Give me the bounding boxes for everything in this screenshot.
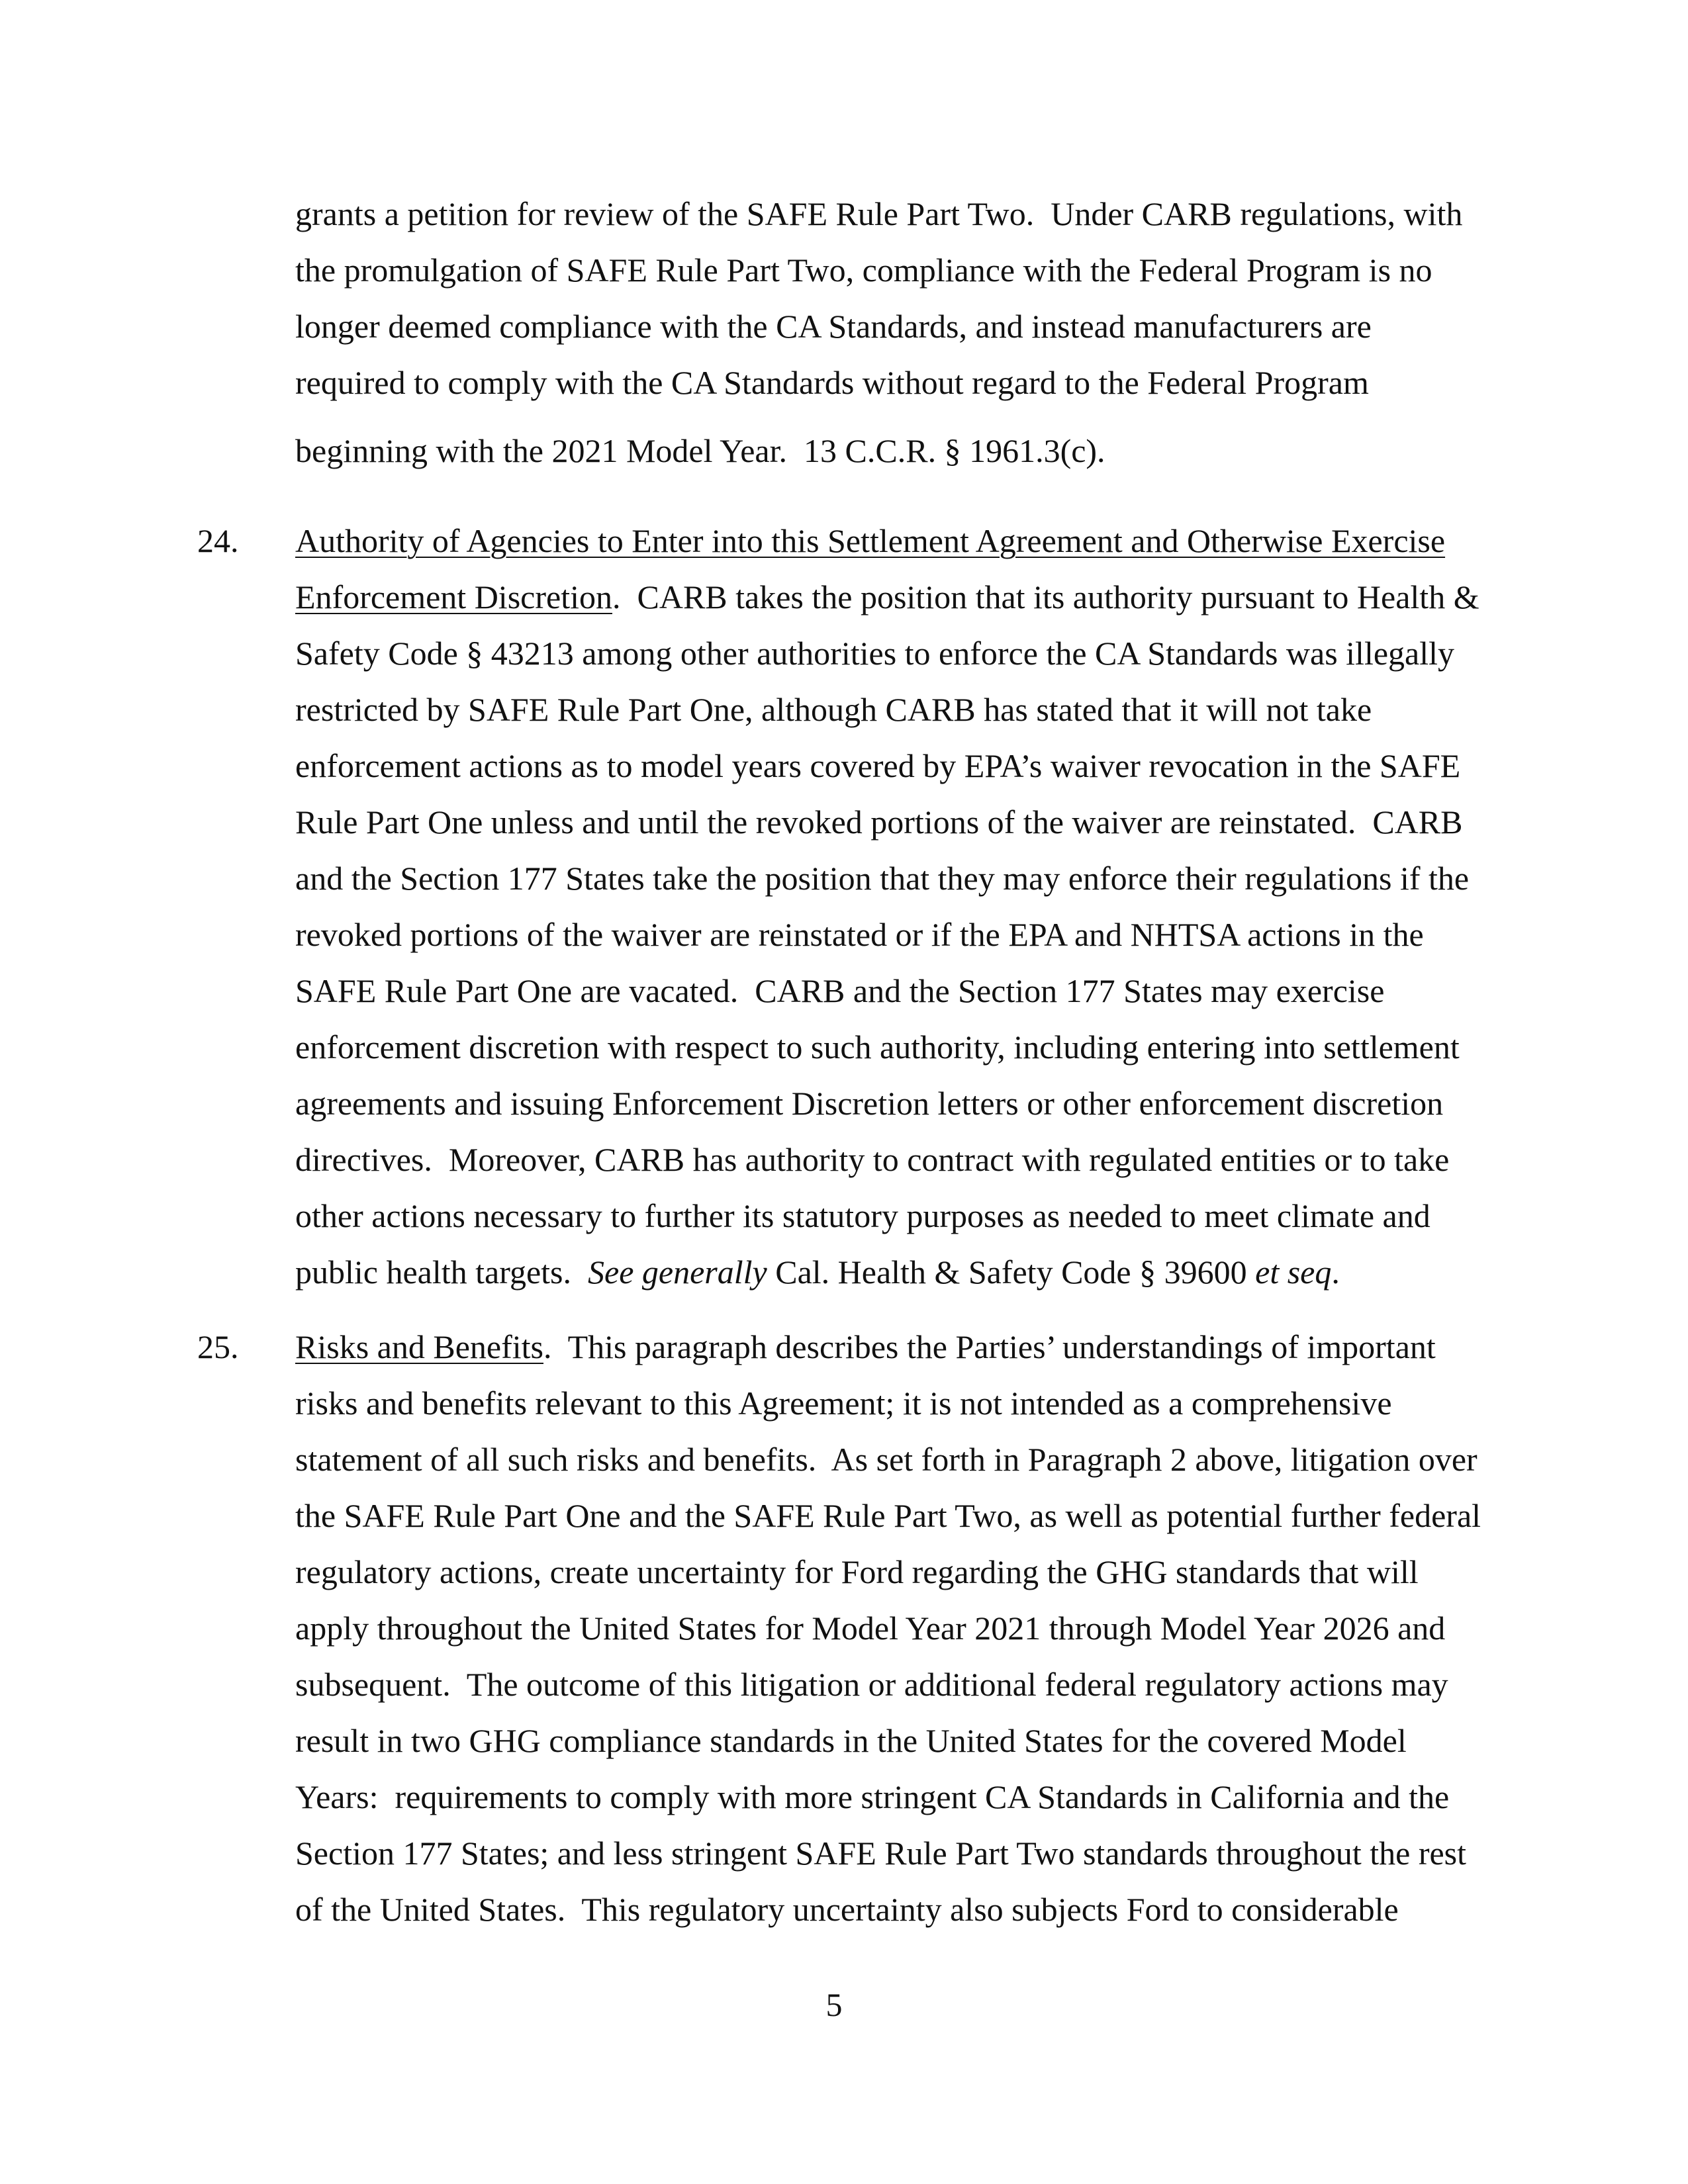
text-run: Rule Part One unless and until the revoked portions of the waiver are reinstated. CARB [295, 803, 1463, 841]
text-run: apply throughout the United States for Model Year 2021 through Model Year 2026 and [295, 1610, 1446, 1647]
text-run: . [1331, 1253, 1340, 1291]
text-line [295, 1432, 1526, 1488]
text-line [295, 1188, 1526, 1244]
text-line [295, 1544, 1526, 1600]
text-run: . This paragraph describes the Parties’ understandings of important [543, 1328, 1436, 1365]
text-run: restricted by SAFE Rule Part One, although CARB has stated that it will not take [295, 691, 1372, 728]
text-run: result in two GHG compliance standards in the United States for the covered Model [295, 1722, 1407, 1759]
text-line [295, 850, 1526, 907]
text-line [295, 298, 1526, 355]
text-run: Years: requirements to comply with more stringent CA Standards in California and the [295, 1778, 1450, 1815]
italic-text: See generally [588, 1253, 767, 1291]
text-run: regulatory actions, create uncertainty for Ford regarding the GHG standards that will [295, 1553, 1419, 1590]
text-run: beginning with the 2021 Model Year. 13 C.C.R. § 1961.3(c). [295, 432, 1105, 469]
text-line [295, 625, 1526, 682]
text-run: the SAFE Rule Part One and the SAFE Rule Part Two, as well as potential further federal [295, 1497, 1481, 1534]
text-run: statement of all such risks and benefits. As set forth in Paragraph 2 above, litigation over [295, 1441, 1477, 1478]
text-run: of the United States. This regulatory uncertainty also subjects Ford to considerable [295, 1891, 1399, 1928]
text-line [295, 1882, 1526, 1938]
text-line [295, 513, 1526, 569]
paragraph-24 [197, 513, 1526, 1300]
text-line [295, 1019, 1526, 1075]
text-line [295, 738, 1526, 794]
text-line [295, 1075, 1526, 1132]
text-run: Safety Code § 43213 among other authorities to enforce the CA Standards was illegally [295, 635, 1455, 672]
text-run: risks and benefits relevant to this Agreement; it is not intended as a comprehensive [295, 1385, 1392, 1422]
text-run: . CARB takes the position that its authority pursuant to Health & [612, 578, 1479, 615]
text-line [295, 1713, 1526, 1769]
page-number: 5 [825, 1986, 843, 2023]
underlined-heading: Risks and Benefits [295, 1328, 543, 1365]
text-line [295, 682, 1526, 738]
text-line [295, 1825, 1526, 1882]
text-run: the promulgation of SAFE Rule Part Two, compliance with the Federal Program is no [295, 251, 1432, 289]
paragraph-number: 24. [197, 522, 239, 559]
text-line [295, 1769, 1526, 1825]
text-line [295, 963, 1526, 1019]
text-line [295, 1319, 1526, 1375]
text-run: other actions necessary to further its statutory purposes as needed to meet climate and [295, 1197, 1430, 1234]
text-run: Section 177 States; and less stringent SAFE Rule Part Two standards throughout the rest [295, 1835, 1467, 1872]
text-line [295, 1657, 1526, 1713]
text-line [295, 1488, 1526, 1544]
text-run: grants a petition for review of the SAFE Rule Part Two. Under CARB regulations, with [295, 195, 1463, 232]
underlined-heading: Authority of Agencies to Enter into this Settlement Agreement and Otherwise Exercise [295, 522, 1446, 559]
text-line [295, 794, 1526, 850]
text-line [295, 907, 1526, 963]
text-line [295, 1244, 1526, 1300]
text-run: public health targets. [295, 1253, 588, 1291]
text-line [295, 355, 1526, 411]
text-run: subsequent. The outcome of this litigation or additional federal regulatory actions may [295, 1666, 1448, 1703]
text-run: enforcement discretion with respect to such authority, including entering into settlement [295, 1028, 1460, 1066]
text-run: directives. Moreover, CARB has authority to contract with regulated entities or to take [295, 1141, 1450, 1178]
text-run: longer deemed compliance with the CA Standards, and instead manufacturers are [295, 308, 1372, 345]
text-run: Cal. Health & Safety Code § 39600 [767, 1253, 1256, 1291]
text-line [295, 423, 1526, 479]
text-line [295, 1375, 1526, 1432]
text-run: and the Section 177 States take the position that they may enforce their regulations if the [295, 860, 1470, 897]
paragraph-body [295, 1319, 1526, 1938]
text-line [295, 1132, 1526, 1188]
text-line [295, 569, 1526, 625]
text-run: revoked portions of the waiver are reinstated or if the EPA and NHTSA actions in the [295, 916, 1424, 953]
text-run: required to comply with the CA Standards without regard to the Federal Program [295, 364, 1369, 401]
text-line [295, 1600, 1526, 1657]
paragraph-25 [197, 1319, 1526, 1938]
continued-paragraph [295, 186, 1526, 479]
paragraph-number: 25. [197, 1328, 239, 1365]
text-line [295, 242, 1526, 298]
italic-text: et seq [1255, 1253, 1332, 1291]
text-run: enforcement actions as to model years covered by EPA’s waiver revocation in the SAFE [295, 747, 1461, 784]
text-line [295, 186, 1526, 242]
text-run: agreements and issuing Enforcement Discretion letters or other enforcement discretion [295, 1085, 1444, 1122]
paragraph-body [295, 513, 1526, 1300]
text-run: SAFE Rule Part One are vacated. CARB and the Section 177 States may exercise [295, 972, 1385, 1009]
underlined-heading: Enforcement Discretion [295, 578, 612, 615]
